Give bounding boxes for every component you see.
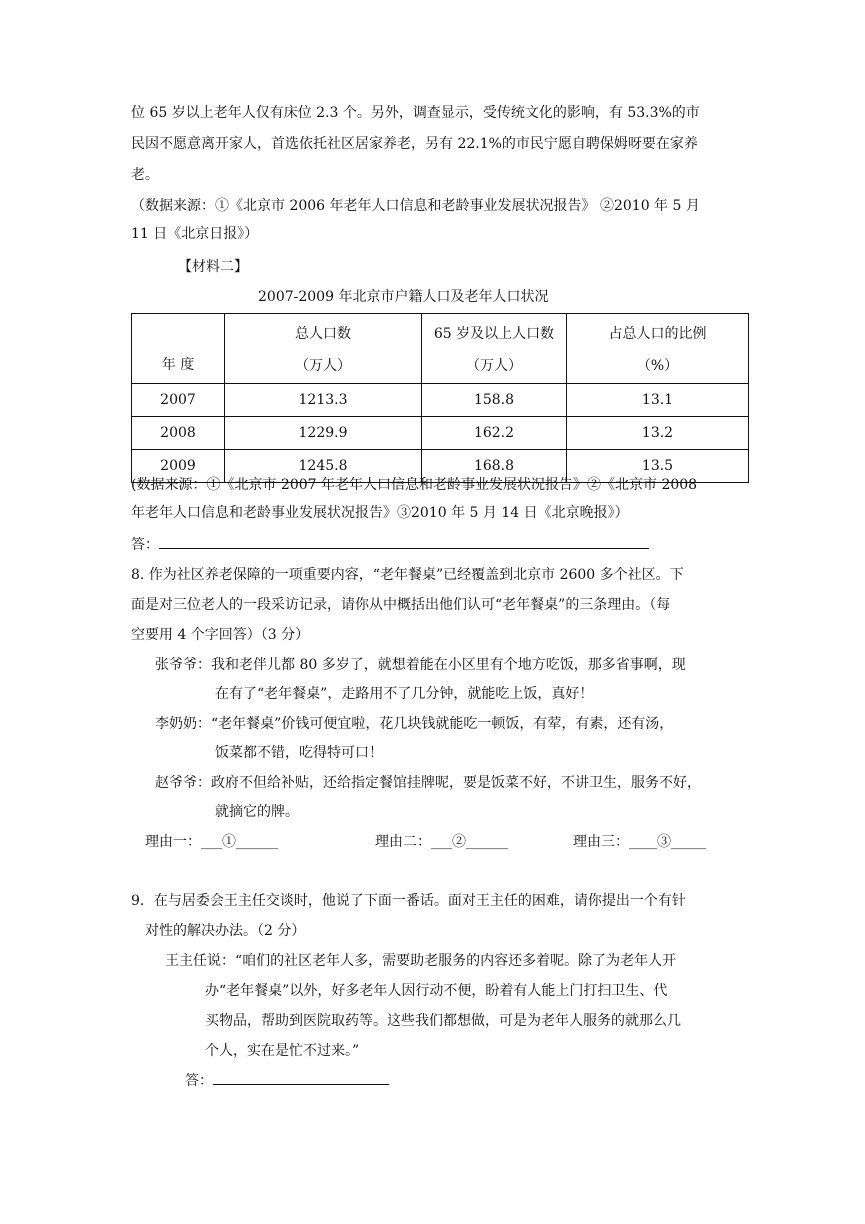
quote-wang-cont: 个人，实在是忙不过来。” bbox=[205, 1043, 360, 1059]
question-text: 空要用 4 个字回答）（3 分） bbox=[131, 627, 310, 643]
answer-line bbox=[185, 1071, 389, 1091]
header-ratio bbox=[567, 314, 749, 384]
cell-ratio: 13.1 bbox=[567, 384, 749, 417]
question-text: 9．在与居委会王主任交谈时，他说了下面一番话。面对王主任的困难，请你提出一个有针 bbox=[131, 893, 686, 909]
quote-zhang-cont: 在有了“老年餐桌”，走路用不了几分钟，就能吃上饭，真好！ bbox=[215, 686, 594, 702]
cell-year: 2007 bbox=[132, 384, 225, 417]
quote-wang-cont: 买物品，帮助到医院取药等。这些我们都想做，可是为老年人服务的就那么几 bbox=[205, 1013, 681, 1029]
quote-wang: 王主任说：“咱们的社区老年人多，需要助老服务的内容还多着呢。除了为老年人开 bbox=[165, 953, 677, 969]
table-header-row bbox=[132, 314, 749, 384]
header-elderly bbox=[422, 314, 567, 384]
cell-year: 2009 bbox=[132, 450, 225, 483]
cell-total: 1229.9 bbox=[225, 417, 422, 450]
question-text: 8. 作为社区养老保障的一项重要内容，“老年餐桌”已经覆盖到北京市 2600 多个社区。下 bbox=[131, 567, 684, 583]
source-note: 年老年人口信息和老龄事业发展状况报告》③2010 年 5 月 14 日《北京晚报》） bbox=[131, 505, 629, 521]
table-row bbox=[132, 384, 749, 417]
answer-line bbox=[131, 535, 649, 555]
quote-wang-cont: 办“老年餐桌”以外，好多老年人因行动不便，盼着有人能上门打扫卫生、代 bbox=[205, 983, 668, 999]
header-ratio-label: 占总人口的比例 bbox=[608, 325, 707, 342]
cell-year: 2008 bbox=[132, 417, 225, 450]
source-note: （数据来源：①《北京市 2006 年老年人口信息和老龄事业发展状况报告》 ②2010 年 5 月 bbox=[131, 198, 700, 214]
answer-label: 答： bbox=[185, 1073, 213, 1089]
cell-total: 1245.8 bbox=[225, 450, 422, 483]
question-text: 对性的解决办法。（2 分） bbox=[145, 923, 306, 939]
cell-elderly: 168.8 bbox=[422, 450, 567, 483]
header-year: 年 度 bbox=[132, 314, 225, 384]
header-total-unit: （万人） bbox=[295, 357, 351, 374]
cell-ratio: 13.2 bbox=[567, 417, 749, 450]
reason-blank-2[interactable]: 理由二：___②______ bbox=[375, 834, 508, 850]
quote-li: 李奶奶：“老年餐桌”价钱可便宜啦，花几块钱就能吃一顿饭，有荤，有素，还有汤， bbox=[155, 716, 674, 732]
paragraph-line: 位 65 岁以上老年人仅有床位 2.3 个。另外，调查显示，受传统文化的影响，有 53.3%的市 bbox=[131, 105, 700, 121]
answer-label: 答： bbox=[131, 537, 159, 553]
answer-blank[interactable] bbox=[213, 1084, 389, 1085]
source-note: 11 日《北京日报》） bbox=[131, 226, 259, 242]
header-elderly-label: 65 岁及以上人口数 bbox=[433, 325, 555, 342]
population-table bbox=[131, 313, 749, 483]
header-elderly-unit: （万人） bbox=[466, 357, 522, 374]
header-total-label: 总人口数 bbox=[295, 325, 351, 342]
cell-elderly: 162.2 bbox=[422, 417, 567, 450]
question-text: 面是对三位老人的一段采访记录，请你从中概括出他们认可“老年餐桌”的三条理由。（每 bbox=[131, 597, 671, 613]
quote-zhao-cont: 就摘它的牌。 bbox=[215, 804, 299, 820]
quote-zhang: 张爷爷：我和老伴儿都 80 多岁了，就想着能在小区里有个地方吃饭，那多省事啊，现 bbox=[155, 657, 686, 673]
quote-li-cont: 饭菜都不错，吃得特可口！ bbox=[215, 745, 383, 761]
cell-elderly: 158.8 bbox=[422, 384, 567, 417]
source-note: (数据来源：①《北京市 2007 年老年人口信息和老龄事业发展状况报告》②《北京市 2008 bbox=[131, 477, 698, 493]
cell-ratio: 13.5 bbox=[567, 450, 749, 483]
table-title: 2007-2009 年北京市户籍人口及老年人口状况 bbox=[258, 289, 549, 305]
table-row bbox=[132, 417, 749, 450]
cell-total: 1213.3 bbox=[225, 384, 422, 417]
section-heading: 【材料二】 bbox=[178, 259, 248, 275]
paragraph-line: 老。 bbox=[131, 167, 159, 183]
reason-blank-1[interactable]: 理由一：___①______ bbox=[145, 834, 278, 850]
quote-zhao: 赵爷爷：政府不但给补贴，还给指定餐馆挂牌呢，要是饭菜不好，不讲卫生，服务不好， bbox=[155, 775, 701, 791]
reason-blank-3[interactable]: 理由三：____③_____ bbox=[573, 834, 706, 850]
paragraph-line: 民因不愿意离开家人，首选依托社区居家养老，另有 22.1%的市民宁愿自聘保姆呀要在家养 bbox=[131, 136, 698, 152]
answer-blank[interactable] bbox=[159, 548, 649, 549]
header-total bbox=[225, 314, 422, 384]
header-ratio-unit: （%） bbox=[636, 357, 679, 374]
